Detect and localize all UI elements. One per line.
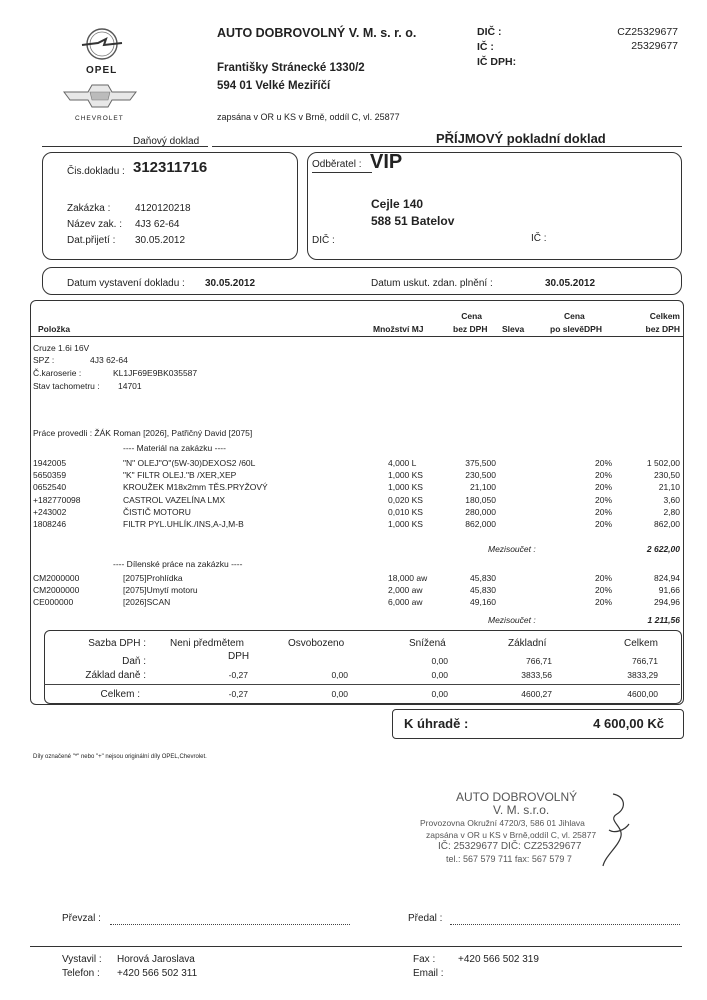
row-name: [2075]Umytí motoru xyxy=(123,585,198,596)
row-code: +243002 xyxy=(33,506,67,517)
spz-label: SPZ : xyxy=(33,355,55,365)
row-price: 180,050 xyxy=(465,494,496,505)
vat-h-neni: Neni předmětem xyxy=(170,638,244,649)
opel-logo-icon xyxy=(78,26,126,62)
tacho-label: Stav tachometru : xyxy=(33,381,100,391)
row-total: 21,10 xyxy=(658,482,680,493)
chevrolet-logo-icon xyxy=(60,82,140,110)
row-vat: 20% xyxy=(594,494,612,505)
customer-label-underline xyxy=(312,172,372,173)
row-price: 49,160 xyxy=(470,597,496,608)
material-subtotal-label: Mezisoučet : xyxy=(488,544,536,554)
row-name: CASTROL VAZELÍNA LMX xyxy=(123,494,226,505)
vat-dan-celkem: 766,71 xyxy=(632,656,658,666)
work-subtotal-label: Mezisoučet : xyxy=(488,615,536,625)
doc-number: 312311716 xyxy=(133,159,208,176)
footer-line xyxy=(30,946,682,947)
customer-box xyxy=(307,152,682,260)
telefon-value: +420 566 502 311 xyxy=(117,968,198,979)
note: Díly označené "*" nebo "+" nejsou originální díly OPEL,Chevrolet. xyxy=(33,754,207,760)
row-code: CM2000000 xyxy=(33,585,80,596)
row-total: 862,00 xyxy=(654,519,680,529)
row-qty: 1,000 KS xyxy=(388,470,423,481)
vehicle-model: Cruze 1.6i 16V xyxy=(33,343,90,353)
row-code: CE000000 xyxy=(33,597,74,608)
table-row xyxy=(0,573,707,584)
dic-label: DIČ : xyxy=(477,26,502,38)
col-cena2b: po slevěDPH xyxy=(550,324,602,334)
material-title: ---- Materiál na zakázku ---- xyxy=(123,443,226,453)
vystaveni-label: Datum vystavení dokladu : xyxy=(67,278,185,289)
customer-label: Odběratel : xyxy=(312,159,362,170)
table-row xyxy=(0,495,707,506)
row-qty: 0,020 KS xyxy=(388,494,423,505)
row-vat: 20% xyxy=(594,585,612,596)
prijeti-label: Dat.přijetí : xyxy=(67,235,116,246)
vystavil-label: Vystavil : xyxy=(62,954,102,965)
row-code: 1808246 xyxy=(33,519,67,529)
col-celkem: Celkem xyxy=(649,311,680,321)
chevrolet-logo-text: CHEVROLET xyxy=(75,115,124,122)
zakazka-value: 4120120218 xyxy=(135,203,191,214)
row-price: 375,500 xyxy=(465,458,496,468)
vat-celkem-label: Celkem : xyxy=(100,689,140,700)
customer-city: 588 51 Batelov xyxy=(371,214,455,228)
header-divider xyxy=(31,336,683,337)
row-total: 2,80 xyxy=(663,506,680,517)
customer-ic-label: IČ : xyxy=(531,233,547,244)
row-name: ČISTIČ MOTORU xyxy=(123,506,191,517)
row-name: "K" FILTR OLEJ."B /XER,XEP xyxy=(123,470,237,481)
col-polozka: Položka xyxy=(38,324,71,334)
vystaveni-value: 30.05.2012 xyxy=(205,278,256,289)
vat-dan-label: Daň : xyxy=(122,656,146,667)
vat-zaklad-label: Základ daně : xyxy=(85,670,146,681)
row-name: [2026]SCAN xyxy=(123,597,171,608)
nazev-label: Název zak. : xyxy=(67,219,123,230)
row-total: 230,50 xyxy=(654,470,680,481)
vat-zaklad-celkem: 3833,29 xyxy=(627,670,658,680)
row-vat: 20% xyxy=(594,506,612,517)
stamp-line1: AUTO DOBROVOLNÝ xyxy=(456,790,578,804)
table-row xyxy=(0,507,707,518)
zakazka-label: Zakázka : xyxy=(67,203,111,214)
col-cena1b: bez DPH xyxy=(453,324,488,334)
row-vat: 20% xyxy=(594,573,612,583)
col-sleva: Sleva xyxy=(502,324,525,334)
row-vat: 20% xyxy=(594,597,612,608)
vat-zaklad-neni: -0,27 xyxy=(228,670,248,680)
row-vat: 20% xyxy=(594,470,612,481)
spz-value: 4J3 62-64 xyxy=(90,355,128,365)
vat-celkem-osvobozeno: 0,00 xyxy=(331,689,348,699)
prevzal-line xyxy=(110,924,350,925)
customer-dic-label: DIČ : xyxy=(312,235,335,246)
row-qty: 0,010 KS xyxy=(388,506,423,517)
icdph-label: IČ DPH: xyxy=(477,56,517,68)
col-cena2: Cena xyxy=(564,311,585,321)
col-mnozstvi: Množství MJ xyxy=(373,324,424,334)
vat-h-zakladni: Základní xyxy=(508,638,547,649)
table-row xyxy=(0,585,707,596)
row-qty: 18,000 aw xyxy=(388,573,428,583)
signature-icon xyxy=(595,790,635,870)
col-celkemb: bez DPH xyxy=(645,324,680,334)
row-price: 280,000 xyxy=(465,506,496,517)
karoserie-value: KL1JF69E9BK035587 xyxy=(113,368,198,378)
doc-type-small: Daňový doklad xyxy=(133,136,200,147)
work-subtotal: 1 211,56 xyxy=(647,615,680,625)
col-cena1: Cena xyxy=(461,311,482,321)
table-row xyxy=(0,597,707,608)
row-code: 5650359 xyxy=(33,470,67,481)
fax-label: Fax : xyxy=(413,954,436,965)
row-code: +182770098 xyxy=(33,494,81,505)
prijeti-value: 30.05.2012 xyxy=(135,235,186,246)
vat-dan-snizena: 0,00 xyxy=(431,656,448,666)
company-city: 594 01 Velké Meziříčí xyxy=(217,80,331,92)
plneni-value: 30.05.2012 xyxy=(545,278,596,289)
ic-value: 25329677 xyxy=(631,40,678,52)
stamp-line2: V. M. s.r.o. xyxy=(493,803,550,817)
row-price: 862,000 xyxy=(465,519,496,529)
customer-name: VIP xyxy=(370,151,403,173)
stamp-line6: tel.: 567 579 711 fax: 567 579 7 xyxy=(446,854,572,864)
row-code: 0652540 xyxy=(33,482,67,493)
vat-dan-zakladni: 766,71 xyxy=(526,656,552,666)
row-qty: 1,000 KS xyxy=(388,482,423,493)
row-total: 91,66 xyxy=(658,585,680,596)
row-code: CM2000000 xyxy=(33,573,80,583)
payment-label: K úhradě : xyxy=(404,716,469,731)
vat-celkem-celkem: 4600,00 xyxy=(627,689,658,699)
predal-label: Předal : xyxy=(408,913,443,924)
opel-logo-text: OPEL xyxy=(86,65,118,76)
row-total: 294,96 xyxy=(654,597,680,608)
doc-type-line-right xyxy=(212,146,682,147)
vystavil-value: Horová Jaroslava xyxy=(117,954,195,965)
vat-zaklad-osvobozeno: 0,00 xyxy=(331,670,348,680)
nazev-value: 4J3 62-64 xyxy=(135,219,180,230)
prevzal-label: Převzal : xyxy=(62,913,101,924)
karoserie-label: Č.karoserie : xyxy=(33,368,82,378)
row-price: 45,830 xyxy=(470,573,496,583)
vat-h-sazba: Sazba DPH : xyxy=(88,638,146,649)
vat-h-neni-sub: DPH xyxy=(228,651,250,662)
table-row xyxy=(0,519,707,530)
vat-total-divider xyxy=(44,684,680,685)
vat-zaklad-snizena: 0,00 xyxy=(431,670,448,680)
row-total: 3,60 xyxy=(663,494,680,505)
workers: Práce provedli : ŽÁK Roman [2026], Patřičný David [2075] xyxy=(33,428,253,438)
row-qty: 4,000 L xyxy=(388,458,417,468)
telefon-label: Telefon : xyxy=(62,968,100,979)
vat-celkem-zakladni: 4600,27 xyxy=(521,689,552,699)
table-row xyxy=(0,458,707,469)
row-name: "N" OLEJ"O"(5W-30)DEXOS2 /60L xyxy=(123,458,256,468)
vat-celkem-snizena: 0,00 xyxy=(431,689,448,699)
vat-h-celkem: Celkem xyxy=(624,638,658,649)
company-registry: zapsána v OR u KS v Brně, oddíl C, vl. 25877 xyxy=(217,112,400,122)
stamp-line5: IČ: 25329677 DIČ: CZ25329677 xyxy=(438,841,582,852)
dic-value: CZ25329677 xyxy=(617,26,678,38)
doc-type-title: PŘÍJMOVÝ pokladní doklad xyxy=(436,131,606,146)
plneni-label: Datum uskut. zdan. plnění : xyxy=(371,278,493,289)
customer-street: Cejle 140 xyxy=(371,197,424,211)
vat-h-snizena: Snížená xyxy=(409,638,446,649)
row-name: KROUŽEK M18x2mm TĚS.PRYŽOVÝ xyxy=(123,482,268,493)
tacho-value: 14701 xyxy=(118,381,142,391)
company-name: AUTO DOBROVOLNÝ V. M. s. r. o. xyxy=(217,26,417,40)
row-total: 1 502,00 xyxy=(646,458,680,468)
email-label: Email : xyxy=(413,968,444,979)
row-name: FILTR PYL.UHLÍK./INS,A-J,M-B xyxy=(123,519,244,529)
row-qty: 6,000 aw xyxy=(388,597,423,608)
material-subtotal: 2 622,00 xyxy=(646,544,680,554)
row-name: [2075]Prohlídka xyxy=(123,573,183,583)
doc-number-label: Čis.dokladu : xyxy=(67,166,125,177)
table-row xyxy=(0,470,707,481)
work-title: ---- Dílenské práce na zakázku ---- xyxy=(113,559,243,569)
vat-celkem-neni: -0,27 xyxy=(228,689,248,699)
row-price: 230,500 xyxy=(465,470,496,481)
row-qty: 2,000 aw xyxy=(388,585,423,596)
row-code: 1942005 xyxy=(33,458,67,468)
predal-line xyxy=(450,924,680,925)
ic-label: IČ : xyxy=(477,41,494,53)
row-vat: 20% xyxy=(594,482,612,493)
row-qty: 1,000 KS xyxy=(388,519,423,529)
table-row xyxy=(0,482,707,493)
row-total: 824,94 xyxy=(654,573,680,583)
row-price: 45,830 xyxy=(470,585,496,596)
stamp-line4: zapsána v OR u KS v Brně,oddíl C, vl. 25877 xyxy=(426,830,597,840)
vat-h-osvobozeno: Osvobozeno xyxy=(288,638,345,649)
row-price: 21,100 xyxy=(470,482,496,493)
vat-zaklad-zakladni: 3833,56 xyxy=(521,670,552,680)
company-street: Františky Stránecké 1330/2 xyxy=(217,62,365,74)
row-vat: 20% xyxy=(594,519,612,529)
payment-amount: 4 600,00 Kč xyxy=(593,716,664,731)
fax-value: +420 566 502 319 xyxy=(458,954,539,965)
stamp-line3: Provozovna Okružní 4720/3, 586 01 Jihlava xyxy=(420,818,585,828)
row-vat: 20% xyxy=(594,458,612,468)
